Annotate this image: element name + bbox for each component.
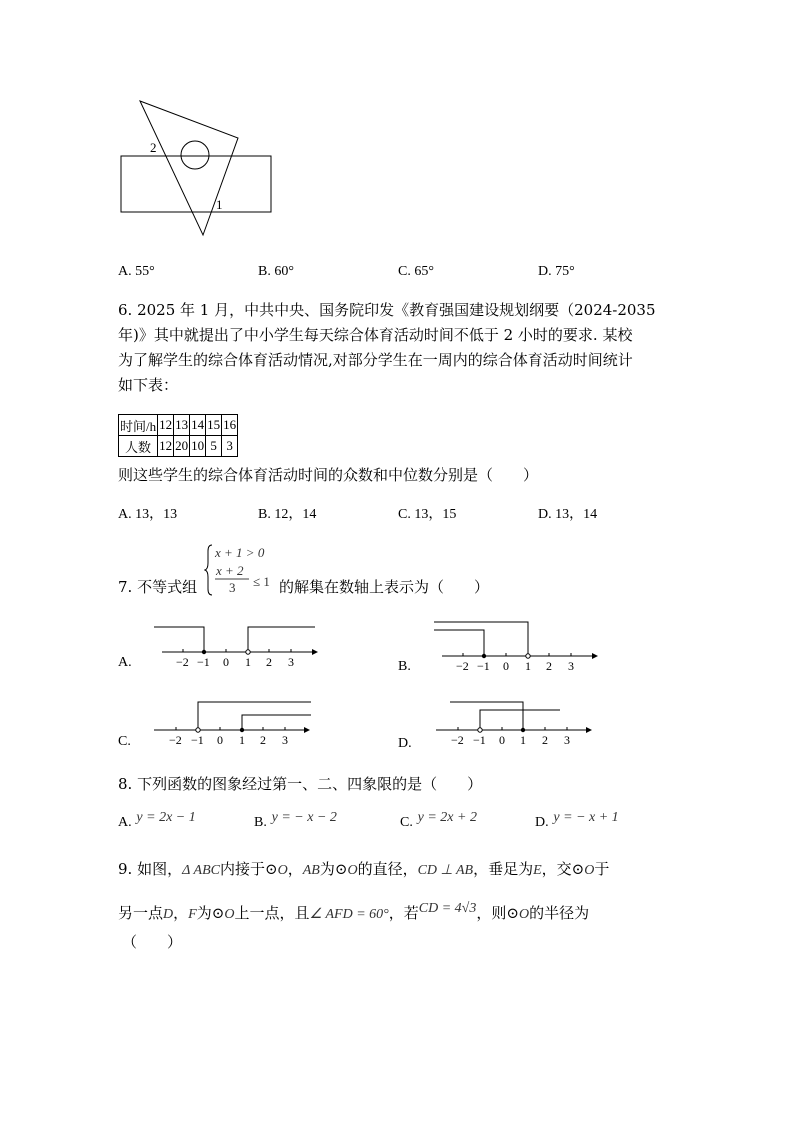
cd-value: CD = 4√3 <box>418 901 477 916</box>
q7-option-c-letter[interactable]: C. <box>118 734 131 749</box>
tick-label: 1 <box>525 659 531 673</box>
tick-label: 0 <box>217 733 223 747</box>
q6-question: 则这些学生的综合体育活动时间的众数和中位数分别是（ ） <box>118 466 539 484</box>
open-dot <box>526 654 530 658</box>
table-header-cell: 时间/h <box>119 415 158 436</box>
q7-suffix: 的解集在数轴上表示为（ ） <box>279 578 490 596</box>
tick-label: 2 <box>542 733 548 747</box>
solution-bracket-2 <box>434 630 484 656</box>
table-header-cell: 人数 <box>119 436 158 457</box>
solid-dot <box>240 728 244 732</box>
q9-number: 9. 如图， <box>118 860 183 878</box>
q5-option-a[interactable] <box>118 262 155 281</box>
q6-stem-line-4: 如下表： <box>118 376 179 394</box>
option-letter: C. <box>400 815 413 830</box>
angle-1-label: 1 <box>216 197 223 212</box>
inequality-2-relation: ≤ 1 <box>253 574 270 589</box>
solution-bracket-2 <box>242 715 311 730</box>
rectangle-strip <box>121 156 271 212</box>
text: 为 <box>319 860 335 878</box>
text: ， <box>287 860 303 878</box>
tick-label: −2 <box>176 655 189 669</box>
option-letter: A. <box>118 507 132 522</box>
q8-option-a[interactable] <box>118 812 196 832</box>
option-letter: C. <box>398 507 411 522</box>
open-dot <box>196 728 200 732</box>
solution-bracket-2 <box>480 710 560 730</box>
option-letter: D. <box>538 507 552 522</box>
inequality-2-denominator: 3 <box>229 580 236 595</box>
solution-bracket-left <box>154 627 204 652</box>
option-value: 75° <box>555 264 575 279</box>
option-letter: C. <box>398 264 411 279</box>
q7-inequality-system <box>204 542 278 598</box>
tick-label: 1 <box>520 733 526 747</box>
q6-stem-line-1: 6. 2025 年 1 月，中共中央、国务院印发《教育强国建设规划纲要（2024-2035 <box>118 301 656 319</box>
q9-answer-paren: （ ） <box>122 933 183 951</box>
text: 于 <box>594 860 610 878</box>
q5-option-c[interactable] <box>398 262 434 281</box>
segment-ab: AB <box>302 863 320 878</box>
solution-bracket-1 <box>450 702 523 730</box>
option-formula: y = − x + 1 <box>553 810 619 825</box>
o-letter: O <box>518 907 530 922</box>
o-letter: O <box>277 863 288 878</box>
tick-label: 1 <box>239 733 245 747</box>
option-value: 12，14 <box>274 507 317 522</box>
q9-line-2 <box>118 901 590 924</box>
angle-afd: ∠ AFD = 60° <box>309 907 389 922</box>
q7-option-a-letter[interactable]: A. <box>118 655 132 670</box>
q7-option-b-number-line[interactable] <box>430 617 605 673</box>
circle-dot-icon: ⊙ <box>571 860 585 878</box>
o-letter: O <box>347 863 358 878</box>
tick-label: −1 <box>477 659 490 673</box>
circle-dot-icon: ⊙ <box>211 904 225 922</box>
table-cell: 15 <box>206 415 222 436</box>
q8-option-b[interactable] <box>254 812 337 832</box>
text: 的直径， <box>357 860 418 878</box>
point-d: D <box>163 907 174 922</box>
tick-label: −2 <box>456 659 469 673</box>
circle-o-symbol <box>265 860 288 878</box>
tick-label: 2 <box>546 659 552 673</box>
q7-option-a-number-line[interactable] <box>150 620 325 670</box>
text: ，则 <box>476 904 507 922</box>
option-letter: B. <box>254 815 267 830</box>
q6-data-table <box>118 414 238 457</box>
tick-label: −1 <box>197 655 210 669</box>
q6-stem-line-2: 年)》其中就提出了中小学生每天综合体育活动时间不低于 2 小时的要求. 某校 <box>118 326 633 344</box>
option-letter: D. <box>535 815 549 830</box>
q8-stem: 8. 下列函数的图象经过第一、二、四象限的是（ ） <box>118 775 483 793</box>
open-dot <box>246 650 250 654</box>
q5-figure <box>110 95 290 245</box>
arrow-icon <box>586 727 592 733</box>
tick-label: −2 <box>169 733 182 747</box>
tick-label: 3 <box>564 733 570 747</box>
q6-option-c[interactable] <box>398 505 456 524</box>
text: 的半径为 <box>529 904 590 922</box>
q6-option-a[interactable] <box>118 505 177 524</box>
tick-label: 0 <box>223 655 229 669</box>
point-e: E <box>533 863 542 878</box>
system-brace <box>205 545 212 595</box>
circle-o-symbol <box>572 860 595 878</box>
inequality-2-numerator: x + 2 <box>216 563 244 578</box>
tick-label: −1 <box>191 733 204 747</box>
table-cell: 20 <box>174 436 190 457</box>
table-cell: 3 <box>222 436 238 457</box>
table-cell: 13 <box>174 415 190 436</box>
circle-dot-icon: ⊙ <box>506 904 519 922</box>
text: ，垂足为 <box>473 860 534 878</box>
text: ， <box>173 904 189 922</box>
solution-bracket-1 <box>434 622 528 656</box>
option-value: 60° <box>274 264 294 279</box>
tick-label: 3 <box>282 733 288 747</box>
option-value: 65° <box>414 264 434 279</box>
tick-label: −2 <box>451 733 464 747</box>
table-cell: 16 <box>222 415 238 436</box>
o-letter: O <box>584 863 595 878</box>
option-letter: A. <box>118 264 132 279</box>
option-letter: B. <box>258 264 271 279</box>
triangle-hole-circle <box>181 141 209 169</box>
text: ，若 <box>388 904 419 922</box>
q5-option-b[interactable] <box>258 262 294 281</box>
option-letter: A. <box>118 815 132 830</box>
circle-dot-icon: ⊙ <box>265 860 278 878</box>
tick-label: 2 <box>266 655 272 669</box>
table-cell: 12 <box>158 436 174 457</box>
o-letter: O <box>224 907 235 922</box>
circle-dot-icon: ⊙ <box>334 860 348 878</box>
tick-label: 0 <box>503 659 509 673</box>
solid-dot <box>482 654 486 658</box>
circle-o-symbol <box>506 904 529 922</box>
option-formula: y = 2x − 1 <box>136 810 196 825</box>
table-row <box>119 436 238 457</box>
option-letter: D. <box>538 264 552 279</box>
q7-option-c-number-line[interactable] <box>146 697 321 749</box>
q7-option-d-number-line[interactable] <box>428 697 603 749</box>
text: ，交 <box>541 860 572 878</box>
q6-stem-line-3: 为了解学生的综合体育活动情况,对部分学生在一周内的综合体育活动时间统计 <box>118 351 633 369</box>
q8-option-d[interactable] <box>535 812 619 832</box>
q6-option-b[interactable] <box>258 505 316 524</box>
arrow-icon <box>592 653 598 659</box>
option-formula: y = − x − 2 <box>271 810 337 825</box>
text: 内接于 <box>220 860 266 878</box>
tick-label: 3 <box>288 655 294 669</box>
q6-option-d[interactable] <box>538 505 597 524</box>
solid-dot <box>521 728 525 732</box>
triangle-abc: Δ ABC <box>182 863 220 878</box>
arrow-icon <box>312 649 318 655</box>
open-dot <box>478 728 482 732</box>
point-f: F <box>188 907 197 922</box>
option-value: 13，13 <box>135 507 178 522</box>
table-cell: 14 <box>190 415 206 436</box>
table-cell: 5 <box>206 436 222 457</box>
solution-bracket-1 <box>198 702 311 730</box>
option-value: 55° <box>135 264 155 279</box>
solid-dot <box>202 650 206 654</box>
solution-bracket-right <box>248 627 315 652</box>
tick-label: 2 <box>260 733 266 747</box>
table-row <box>119 415 238 436</box>
tick-label: 1 <box>245 655 251 669</box>
q7-prefix: 7. 不等式组 <box>118 578 198 596</box>
text: 上一点，且 <box>234 904 310 922</box>
q7-option-b-letter[interactable]: B. <box>398 659 411 674</box>
circle-o-symbol <box>212 904 235 922</box>
q7-option-d-letter[interactable]: D. <box>398 736 412 751</box>
option-value: 13，14 <box>555 507 598 522</box>
inequality-1: x + 1 > 0 <box>215 545 265 560</box>
option-value: 13，15 <box>414 507 457 522</box>
angle-2-label: 2 <box>150 140 157 155</box>
tick-label: −1 <box>473 733 486 747</box>
arrow-icon <box>304 727 310 733</box>
q5-option-d[interactable] <box>538 262 575 281</box>
cd-perp-ab: CD ⊥ AB <box>417 863 474 878</box>
tick-label: 3 <box>568 659 574 673</box>
table-cell: 10 <box>190 436 206 457</box>
option-letter: B. <box>258 507 271 522</box>
circle-o-symbol <box>335 860 358 878</box>
table-cell: 12 <box>158 415 174 436</box>
text: 另一点 <box>118 904 164 922</box>
text: 为 <box>196 904 212 922</box>
option-formula: y = 2x + 2 <box>417 810 477 825</box>
q8-option-c[interactable] <box>400 812 477 832</box>
q9-line-1 <box>118 860 609 880</box>
tick-label: 0 <box>499 733 505 747</box>
